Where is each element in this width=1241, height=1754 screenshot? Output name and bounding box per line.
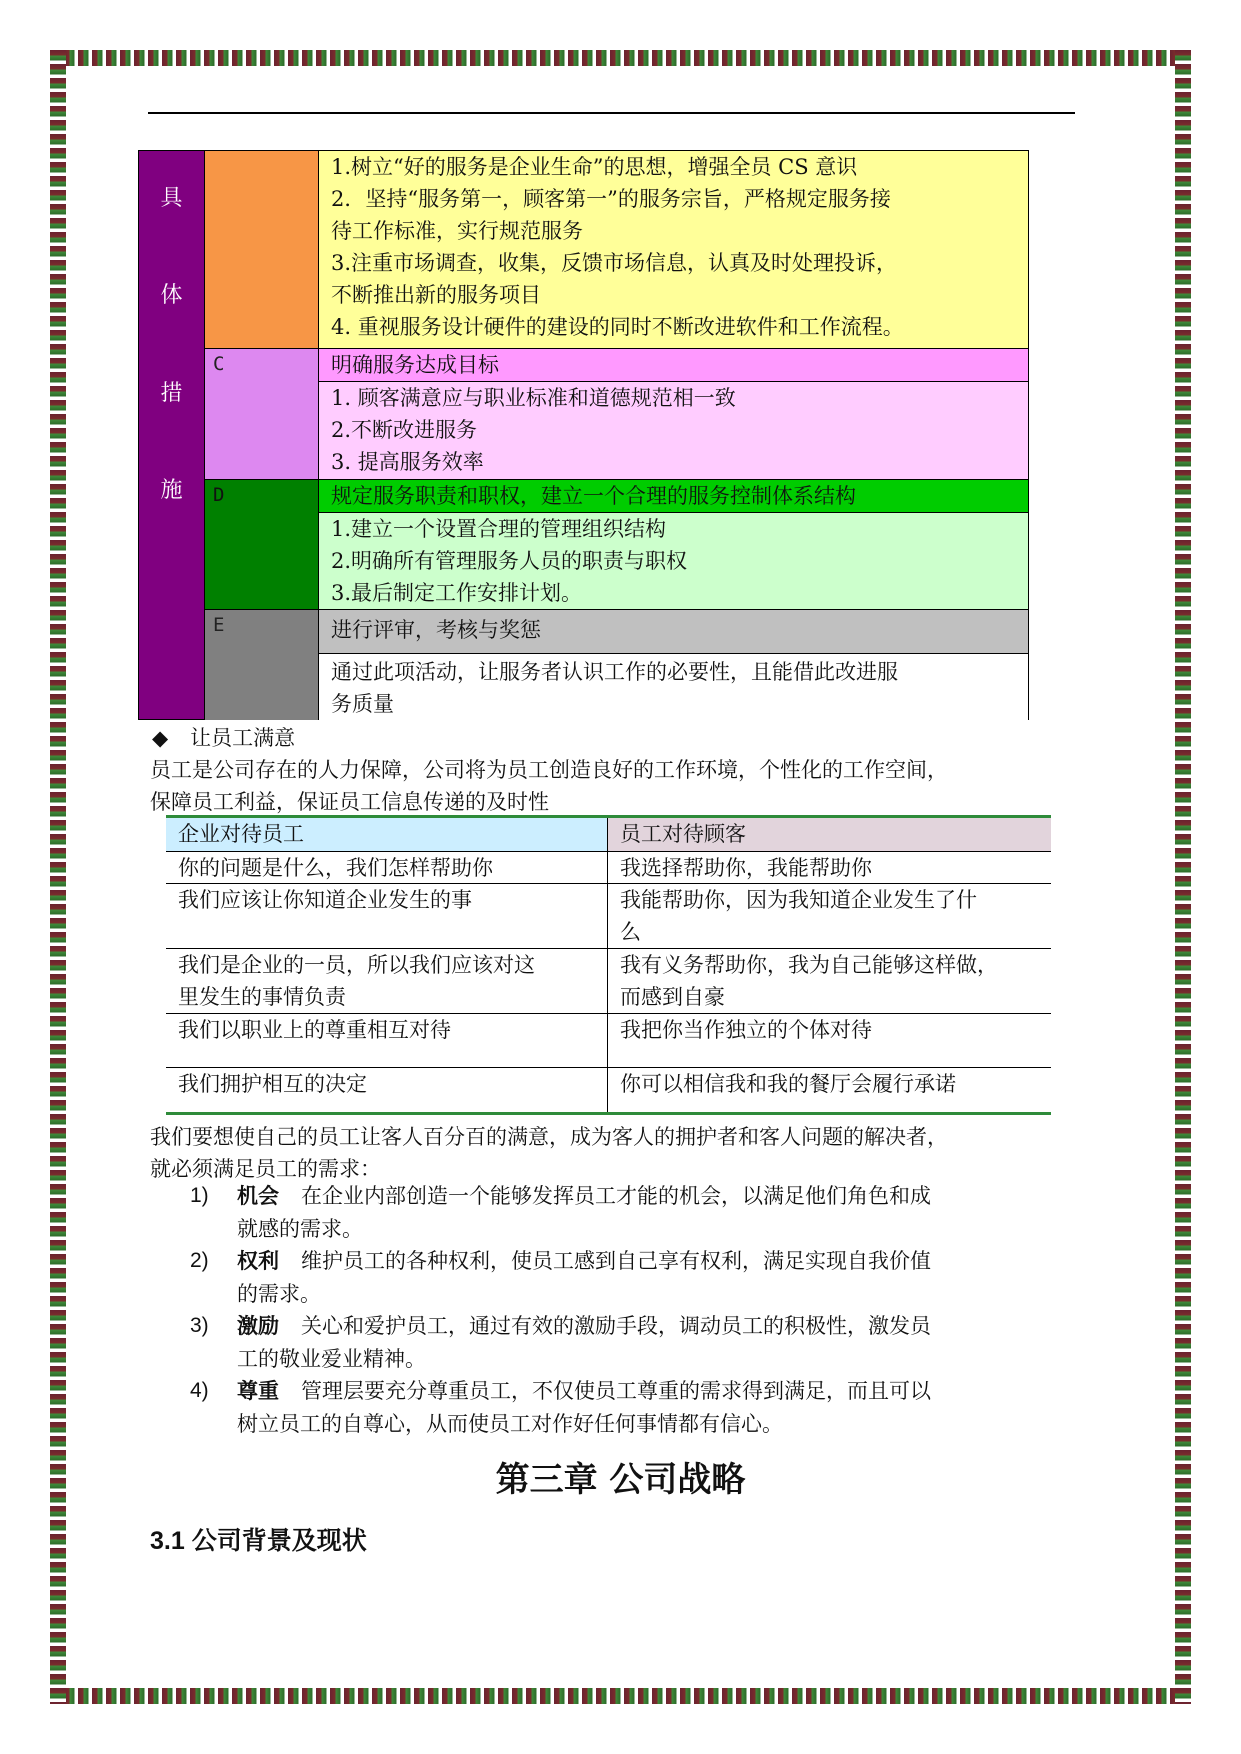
comparison-cell-left: 我们是企业的一员，所以我们应该对这 里发生的事情负责 xyxy=(178,953,535,1009)
measures-cell-plan xyxy=(318,151,1028,348)
measures-cell-d-body xyxy=(318,512,1028,609)
measures-line: 1. 顾客满意应与职业标准和道德规范相一致 xyxy=(331,386,736,410)
bullet-heading-text: 让员工满意 xyxy=(190,726,296,750)
section-title: 3.1 公司背景及现状 xyxy=(150,1527,367,1555)
table-bottom-rule xyxy=(166,1112,1051,1115)
list-item xyxy=(190,1310,1090,1375)
need-text: 就感的需求。 xyxy=(237,1217,363,1241)
measures-cell-c-body xyxy=(318,381,1028,479)
needs-intro-line: 就必须满足员工的需求： xyxy=(150,1157,381,1181)
measures-line: 1.建立一个设置合理的管理组织结构 xyxy=(331,517,667,541)
table-row xyxy=(166,1013,1051,1068)
need-text: 关心和爱护员工，通过有效的激励手段，调动员工的积极性，激发员 xyxy=(301,1314,931,1338)
measures-line: 1.树立“好的服务是企业生命”的思想，增强全员 CS 意识 xyxy=(331,155,858,179)
measures-cell-e-body xyxy=(318,653,1028,720)
list-number: 2) xyxy=(190,1249,209,1272)
side-label-char: 施 xyxy=(160,478,183,503)
table-row xyxy=(166,851,1051,884)
list-number: 3) xyxy=(190,1314,209,1337)
measures-line: 规定服务职责和职权，建立一个合理的服务控制体系结构 xyxy=(331,484,856,508)
bullet-heading xyxy=(152,722,295,752)
comparison-cell-left: 我们拥护相互的决定 xyxy=(178,1072,367,1096)
list-item xyxy=(190,1375,1090,1440)
measures-line: 3.注重市场调查，收集，反馈市场信息，认真及时处理投诉， xyxy=(331,251,898,275)
table-row xyxy=(166,883,1051,949)
page-border-bottom xyxy=(50,1688,1191,1704)
table-row xyxy=(166,1067,1051,1113)
measures-side-label xyxy=(139,151,204,719)
measures-tag-cell xyxy=(204,151,318,348)
comparison-cell-left: 你的问题是什么，我们怎样帮助你 xyxy=(178,856,493,880)
measures-tag-cell: E xyxy=(204,609,318,720)
measures-tag-cell: D xyxy=(204,479,318,609)
comparison-cell-right: 我有义务帮助你，我为自己能够这样做， 而感到自豪 xyxy=(620,953,998,1009)
measures-line: 2.不断改进服务 xyxy=(331,418,478,442)
measures-line: 4. 重视服务设计硬件的建设的同时不断改进软件和工作流程。 xyxy=(331,315,904,339)
measures-line: 3.最后制定工作安排计划。 xyxy=(331,581,583,605)
need-text: 维护员工的各种权利，使员工感到自己享有权利，满足实现自我价值 xyxy=(301,1249,931,1273)
page-border-top xyxy=(50,50,1191,66)
measures-line: 通过此项活动，让服务者认识工作的必要性，且能借此改进服 xyxy=(331,660,898,684)
comparison-cell-right: 我选择帮助你，我能帮助你 xyxy=(620,856,872,880)
side-label-char: 措 xyxy=(160,381,183,406)
need-text: 的需求。 xyxy=(237,1282,321,1306)
side-label-char: 具 xyxy=(160,186,183,211)
measures-cell-d-title xyxy=(318,479,1028,512)
need-text: 管理层要充分尊重员工，不仅使员工尊重的需求得到满足，而且可以 xyxy=(301,1379,931,1403)
measures-line: 待工作标准，实行规范服务 xyxy=(331,219,583,243)
measures-cell-e-title xyxy=(318,609,1028,653)
comparison-cell-right: 我把你当作独立的个体对待 xyxy=(620,1018,872,1042)
list-item xyxy=(190,1245,1090,1310)
measures-line: 进行评审，考核与奖惩 xyxy=(331,618,541,642)
measures-line: 2.明确所有管理服务人员的职责与职权 xyxy=(331,549,688,573)
table-column-divider xyxy=(607,818,608,1112)
comparison-cell-left: 我们应该让你知道企业发生的事 xyxy=(178,888,472,912)
comparison-header-left: 企业对待员工 xyxy=(166,818,607,851)
measures-line: 不断推出新的服务项目 xyxy=(331,283,541,307)
list-number: 4) xyxy=(190,1379,209,1402)
needs-list xyxy=(190,1180,1090,1440)
need-keyword: 激励 xyxy=(237,1315,279,1338)
need-text: 树立员工的自尊心，从而使员工对作好任何事情都有信心。 xyxy=(237,1412,783,1436)
need-keyword: 权利 xyxy=(237,1250,279,1273)
intro-line: 员工是公司存在的人力保障，公司将为员工创造良好的工作环境，个性化的工作空间， xyxy=(150,758,948,782)
diamond-bullet-icon: ◆ xyxy=(152,726,169,750)
intro-line: 保障员工利益，保证员工信息传递的及时性 xyxy=(150,790,549,814)
comparison-header-right: 员工对待顾客 xyxy=(608,818,1051,851)
list-number: 1) xyxy=(190,1184,209,1207)
measures-line: 3. 提高服务效率 xyxy=(331,450,484,474)
comparison-cell-left: 我们以职业上的尊重相互对待 xyxy=(178,1018,451,1042)
chapter-title: 第三章 公司战略 xyxy=(495,1460,746,1500)
list-item xyxy=(190,1180,1090,1245)
measures-cell-c-title xyxy=(318,348,1028,381)
measures-line: 明确服务达成目标 xyxy=(331,353,499,377)
comparison-cell-right: 我能帮助你，因为我知道企业发生了什 么 xyxy=(620,888,977,944)
need-text: 在企业内部创造一个能够发挥员工才能的机会，以满足他们角色和成 xyxy=(301,1184,931,1208)
need-text: 工的敬业爱业精神。 xyxy=(237,1347,426,1371)
need-keyword: 机会 xyxy=(237,1185,279,1208)
measures-line: 2．坚持“服务第一，顾客第一”的服务宗旨，严格规定服务接 xyxy=(331,187,891,211)
header-rule xyxy=(148,112,1075,114)
needs-intro-line: 我们要想使自己的员工让客人百分百的满意，成为客人的拥护者和客人问题的解决者， xyxy=(150,1125,948,1149)
measures-line: 务质量 xyxy=(331,692,394,716)
measures-table xyxy=(138,150,1029,720)
table-row xyxy=(166,948,1051,1014)
measures-tag-cell: C xyxy=(204,348,318,479)
comparison-cell-right: 你可以相信我和我的餐厅会履行承诺 xyxy=(620,1072,956,1096)
need-keyword: 尊重 xyxy=(237,1380,279,1403)
side-label-char: 体 xyxy=(160,283,183,308)
